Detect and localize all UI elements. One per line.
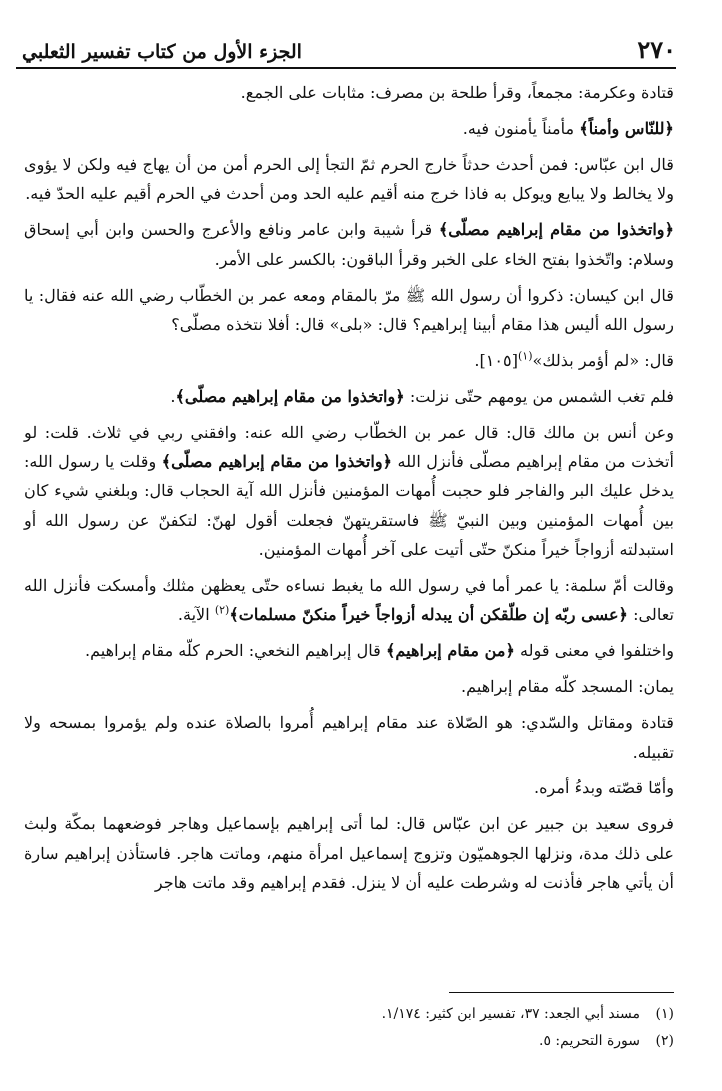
quran-quote: ﴿واتخذوا من مقام إبراهيم مصلّى﴾ [438, 220, 675, 240]
paragraph-14: فروى سعيد بن جبير عن ابن عبّاس قال: لما أتى إبراهيم بإسماعيل وهاجر فوضعهما بمكّة ولبث على ذلك مدة، ونزلها الجوهميّون وتزوج إسماعيل امرأة منهم، وماتت هاجر. فاستأذن إبراهيم سارة أن يأتي هاجر فأذنت له وشرطت عليه أن لا ينزل. فقدم إبراهيم وقد ماتت هاجر [24, 814, 674, 893]
paragraph-7-tail: . [170, 386, 176, 406]
paragraph-2 [24, 114, 674, 143]
footnotes [24, 1001, 674, 1055]
paragraph-1: قتادة وعكرمة: مجمعاً، وقرأ طلحة بن مصرف: مثابات على الجمع. [240, 83, 674, 102]
paragraph-8-text-b: وقلت يا رسول الله: يدخل عليك البر والفاجر فلو حجبت أُمهات المؤمنين فأنزل الله آية الحجاب قال: وبلغني شيء كان بين أُمهات المؤمنين وبين النبيّ ﷺ فاستقريتهنّ فجعلت أقول لهنّ: لتكفنّ عن رسول الله أو استبدلته أزواجاً خيراً منكنّ حتّى أتيت على آخر أُمهات المؤمنين. [24, 452, 674, 559]
paragraph-10 [24, 636, 674, 665]
quran-quote: ﴿واتخذوا من مقام إبراهيم مصلّى﴾ [175, 386, 405, 406]
paragraph-2-text: مأمناً يأمنون فيه. [462, 118, 580, 138]
footnote-number: (٢) [655, 1033, 674, 1049]
paragraph-10-text-b: قال إبراهيم النخعي: الحرم كلّه مقام إبراهيم. [84, 641, 386, 661]
quran-quote: ﴿للنّاس وأمناً﴾ [579, 118, 674, 138]
paragraph-6-tail: [١٠٥]. [474, 350, 518, 370]
paragraph-8 [24, 418, 674, 564]
paragraph-3: قال ابن عبّاس: فمن أحدث حدثاً خارج الحرم ثمّ التجأ إلى الحرم أمن من أن يهاج فيه ولكن لا يؤوى ولا يخالط ولا يبايع ويوكل به فاذا خرج منه أقيم عليه الحد ومن أحدث في الحرم أقيم عليه الحدّ فيه. [24, 154, 674, 204]
paragraph-10-text-a: واختلفوا في معنى قوله [514, 641, 674, 661]
paragraph-12: قتادة ومقاتل والسّدي: هو الصّلاة عند مقام إبراهيم أُمروا بالصلاة عنده ولم يؤمروا بمسحه ولا تقبيله. [24, 713, 674, 762]
paragraph-5: قال ابن كيسان: ذكروا أن رسول الله ﷺ مرّ بالمقام ومعه عمر بن الخطّاب رضي الله عنه فقال: يا رسول الله أليس هذا مقام أبينا إبراهيم؟ قال: «بلى» قال: أفلا نتخذه مصلّى؟ [24, 285, 674, 334]
header-divider [16, 67, 676, 69]
quran-quote: ﴿عسى ربّه إن طلّقكن أن يبدله أزواجاً خيراً منكنّ مسلمات﴾ [229, 605, 628, 625]
footnote-text: سورة التحريم: ٥. [538, 1033, 640, 1049]
quran-quote: ﴿من مقام إبراهيم﴾ [385, 641, 515, 661]
page-number: ٢٧٠ [637, 35, 676, 64]
paragraph-4 [24, 215, 674, 274]
paragraph-13: وأمّا قصّته وبدءُ أمره. [533, 778, 674, 798]
footnote [24, 1028, 674, 1055]
paragraph-9-text-b: الآية. [177, 605, 215, 625]
paragraph-6 [24, 346, 674, 375]
paragraph-11: يمان: المسجد كلّه مقام إبراهيم. [461, 677, 674, 697]
page-header [22, 26, 676, 62]
paragraph-6-text: قال: «لم أؤمر بذلك» [532, 350, 674, 370]
footnote [24, 1001, 674, 1028]
paragraph-8-text-a: وعن أنس بن مالك قال: قال عمر بن الخطّاب رضي الله عنه: وافقني ربي في ثلاث. قلت: لو أتخذت من مقام إبراهيم مصلّى فأنزل الله [24, 422, 675, 472]
footnote-ref-1: (١) [517, 349, 533, 363]
footnote-divider [449, 992, 674, 993]
paragraph-7 [24, 382, 674, 411]
paragraph-9 [24, 571, 674, 630]
footnote-number: (١) [655, 1006, 674, 1022]
paragraph-9-text-a: وقالت أمّ سلمة: يا عمر أما في رسول الله ما يغبط نساءه حتّى يعظهن مثلك وأمسكت فأنزل الله تعالى: [24, 575, 674, 625]
footnote-ref-2: (٢) [214, 603, 230, 617]
paragraph-4-text: قرأ شيبة وابن عامر ونافع والأعرج والحسن وابن أبي إسحاق وسلام: واتّخذوا بفتح الخاء على الخبر وقرأ الباقون: بالكسر على الأمر. [24, 220, 674, 269]
quran-quote: ﴿واتخذوا من مقام إبراهيم مصلّى﴾ [161, 452, 393, 472]
running-title: الجزء الأول من كتاب تفسير الثعلبي [22, 41, 302, 63]
footnote-text: مسند أبي الجعد: ٣٧، تفسير ابن كثير: ١/١٧٤. [381, 1006, 640, 1022]
paragraph-7-text: فلم تغب الشمس من يومهم حتّى نزلت: [404, 386, 674, 406]
main-text [24, 78, 674, 904]
